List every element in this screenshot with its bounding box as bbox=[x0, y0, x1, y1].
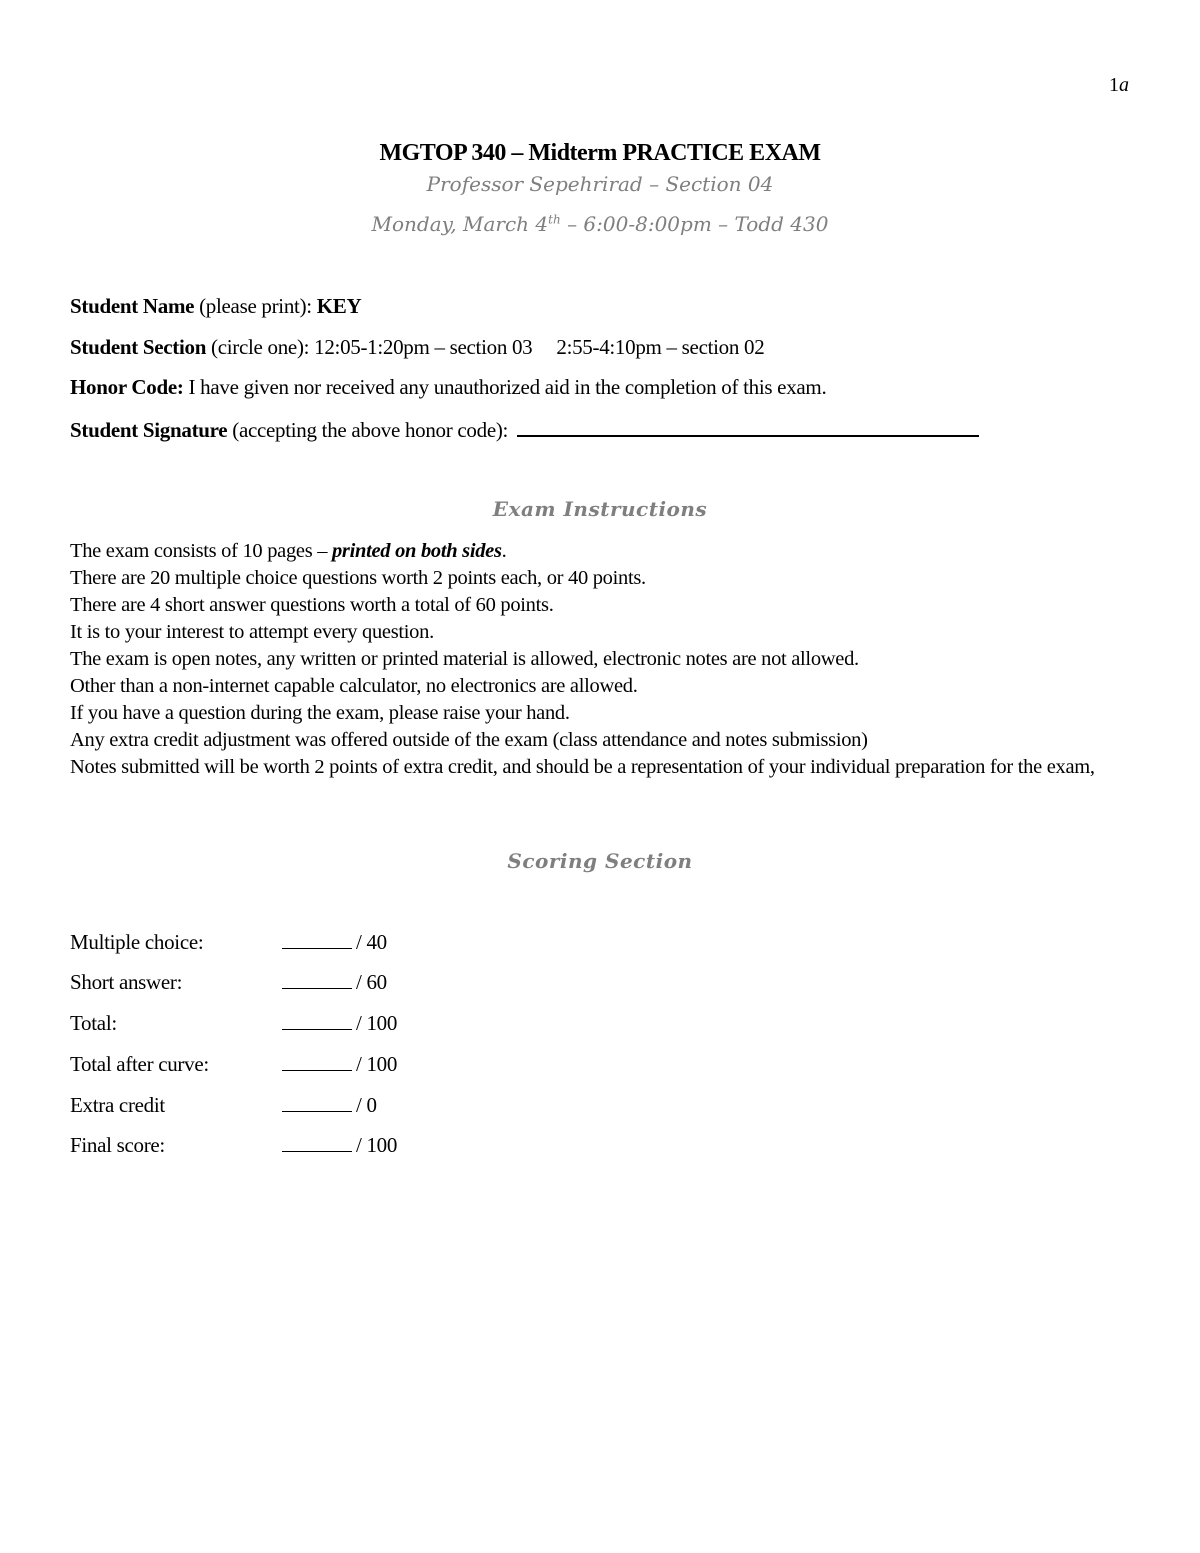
date-prefix: Monday, March 4 bbox=[371, 212, 549, 236]
score-row-final-score bbox=[70, 1133, 397, 1158]
score-label: Short answer: bbox=[70, 970, 183, 994]
score-label: Total: bbox=[70, 1011, 117, 1035]
page-number-digit: 1 bbox=[1109, 74, 1119, 96]
exam-date-line bbox=[0, 212, 1200, 236]
score-blank bbox=[282, 1011, 352, 1030]
score-blank bbox=[282, 1093, 352, 1112]
student-name-hint: (please print): bbox=[194, 294, 317, 318]
instruction-line: The exam is open notes, any written or printed material is allowed, electronic notes are not allowed. bbox=[70, 648, 859, 670]
instruction-line: There are 4 short answer questions worth a total of 60 points. bbox=[70, 594, 554, 616]
instruction-line: Other than a non-internet capable calculator, no electronics are allowed. bbox=[70, 675, 638, 697]
instruction-line: It is to your interest to attempt every question. bbox=[70, 621, 434, 643]
instruction-line bbox=[70, 538, 1128, 565]
signature-line bbox=[517, 415, 979, 437]
score-label: Extra credit bbox=[70, 1093, 165, 1117]
score-max: / 100 bbox=[356, 1011, 398, 1035]
score-blank bbox=[282, 1133, 352, 1152]
score-label: Final score: bbox=[70, 1133, 165, 1157]
honor-code-label: Honor Code: bbox=[70, 375, 184, 399]
exam-instructions-list bbox=[70, 538, 1128, 781]
score-label: Total after curve: bbox=[70, 1052, 209, 1076]
student-name-value: KEY bbox=[316, 294, 362, 318]
score-max: / 100 bbox=[356, 1133, 398, 1157]
score-blank bbox=[282, 930, 352, 949]
score-max: / 100 bbox=[356, 1052, 398, 1076]
score-row-total-after-curve bbox=[70, 1052, 397, 1077]
student-section-hint: (circle one): bbox=[206, 335, 315, 359]
student-signature-field bbox=[70, 415, 979, 443]
page-number bbox=[1109, 74, 1129, 97]
score-max: / 0 bbox=[356, 1093, 377, 1117]
exam-instructions-heading: Exam Instructions bbox=[492, 497, 708, 521]
page-number-letter: a bbox=[1119, 74, 1129, 96]
student-name-label: Student Name bbox=[70, 294, 195, 318]
student-signature-hint: (accepting the above honor code): bbox=[227, 418, 514, 442]
instruction-1-suffix: . bbox=[501, 540, 507, 562]
instruction-line: Any extra credit adjustment was offered outside of the exam (class attendance and notes submission) bbox=[70, 729, 868, 751]
honor-code-text: I have given nor received any unauthorized aid in the completion of this exam. bbox=[183, 375, 827, 399]
student-section-field bbox=[70, 335, 764, 360]
instruction-line: If you have a question during the exam, please raise your hand. bbox=[70, 702, 570, 724]
instruction-line: Notes submitted will be worth 2 points of extra credit, and should be a representation of your individual preparation for the exam, bbox=[70, 756, 1095, 778]
score-max: / 40 bbox=[356, 930, 387, 954]
professor-line: Professor Sepehrirad – Section 04 bbox=[426, 172, 774, 196]
exam-title: MGTOP 340 – Midterm PRACTICE EXAM bbox=[379, 140, 821, 166]
instruction-1-prefix: The exam consists of 10 pages – bbox=[70, 540, 332, 562]
honor-code-field bbox=[70, 375, 826, 400]
score-row-extra-credit bbox=[70, 1093, 377, 1118]
date-ordinal: th bbox=[548, 212, 561, 227]
student-signature-label: Student Signature bbox=[70, 418, 228, 442]
instruction-line: There are 20 multiple choice questions worth 2 points each, or 40 points. bbox=[70, 567, 646, 589]
instruction-1-emphasis: printed on both sides bbox=[331, 540, 502, 562]
score-max: / 60 bbox=[356, 970, 387, 994]
section-option-2: 2:55-4:10pm – section 02 bbox=[556, 335, 765, 359]
student-section-label: Student Section bbox=[70, 335, 207, 359]
score-blank bbox=[282, 970, 352, 989]
section-option-1: 12:05-1:20pm – section 03 bbox=[314, 335, 533, 359]
date-suffix: – 6:00-8:00pm – Todd 430 bbox=[560, 212, 829, 236]
score-row-total bbox=[70, 1011, 397, 1036]
score-blank bbox=[282, 1052, 352, 1071]
scoring-section-heading: Scoring Section bbox=[507, 849, 693, 873]
score-row-multiple-choice bbox=[70, 930, 387, 955]
score-row-short-answer bbox=[70, 970, 387, 995]
score-label: Multiple choice: bbox=[70, 930, 204, 954]
student-name-field bbox=[70, 294, 361, 319]
